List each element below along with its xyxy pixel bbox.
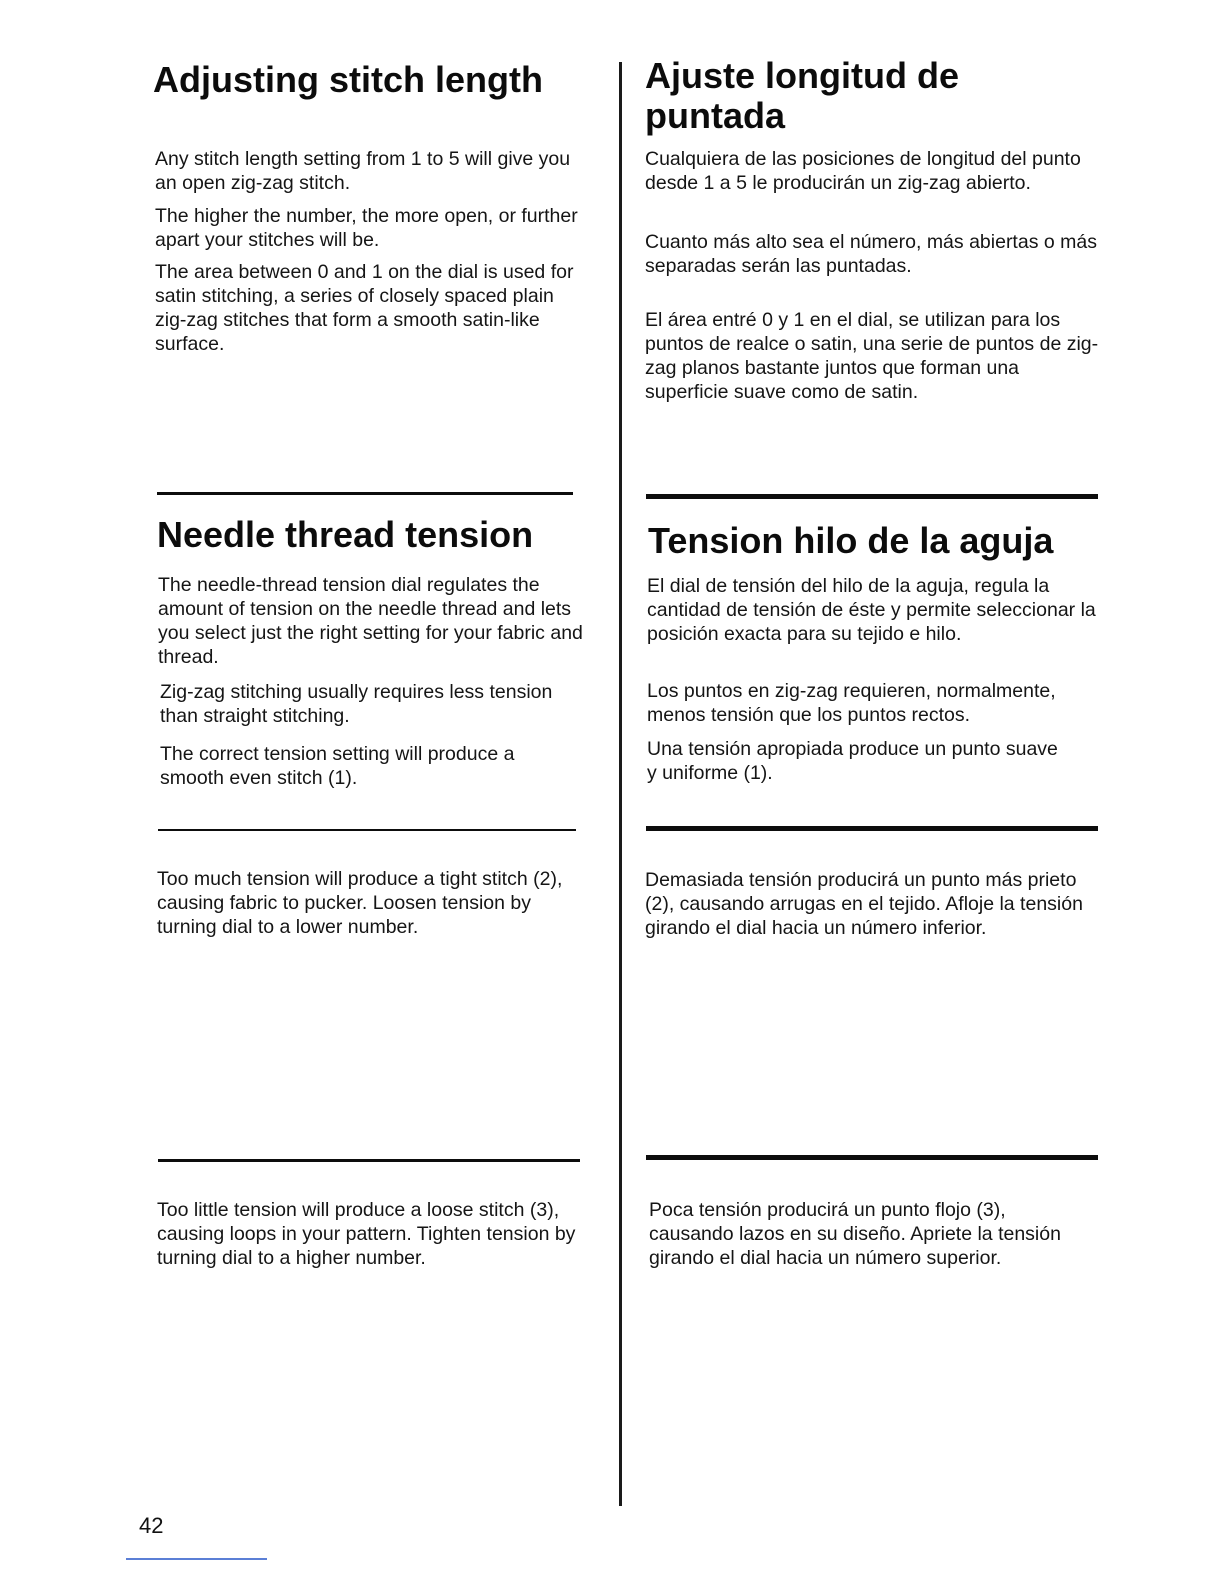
left-stitch-paragraph-3: The area between 0 and 1 on the dial is used for satin stitching, a series of closely spaced plain zig-zag stitches that form a smooth satin-like surface. xyxy=(155,261,574,355)
right-too-much-tension: Demasiada tensión producirá un punto más prieto (2), causando arrugas en el tejido. Afloje la tensión girando el dial hacia un número inferior. xyxy=(645,869,1083,939)
column-divider xyxy=(619,62,622,1506)
left-stitch-heading: Adjusting stitch length xyxy=(153,59,543,100)
left-tension-heading: Needle thread tension xyxy=(157,514,534,555)
left-stitch-paragraph-2: The higher the number, the more open, or further apart your stitches will be. xyxy=(155,205,578,251)
right-tension-paragraph-2: Los puntos en zig-zag requieren, normalmente, menos tensión que los puntos rectos. xyxy=(647,680,1056,726)
right-tension-heading: Tension hilo de la aguja xyxy=(648,520,1054,561)
right-stitch-paragraph-3: El área entré 0 y 1 en el dial, se utilizan para los puntos de realce o satin, una serie de puntos de zig-zag planos bastante juntos que forman una superficie suave como de satin. xyxy=(645,309,1099,403)
left-too-little-tension: Too little tension will produce a loose stitch (3), causing loops in your pattern. Tighten tension by turning dial to a higher number. xyxy=(157,1199,576,1269)
footer-underline xyxy=(126,1558,267,1560)
right-tension-paragraph-1: El dial de tensión del hilo de la aguja, regula la cantidad de tensión de éste y permite seleccionar la posición exacta para su tejido e hilo. xyxy=(647,575,1096,645)
left-section-divider-1 xyxy=(157,492,573,495)
right-section-divider-2 xyxy=(646,826,1098,831)
right-section-divider-3 xyxy=(646,1155,1098,1160)
right-stitch-paragraph-1: Cualquiera de las posiciones de longitud del punto desde 1 a 5 le producirán un zig-zag abierto. xyxy=(645,148,1081,194)
left-too-much-tension: Too much tension will produce a tight stitch (2), causing fabric to pucker. Loosen tension by turning dial to a lower number. xyxy=(157,868,563,938)
right-too-little-tension: Poca tensión producirá un punto flojo (3), causando lazos en su diseño. Apriete la tensión girando el dial hacia un número superior. xyxy=(649,1199,1061,1269)
left-tension-paragraph-1: The needle-thread tension dial regulates the amount of tension on the needle thread and lets you select just the right setting for your fabric and thread. xyxy=(158,574,583,668)
page-number: 42 xyxy=(139,1513,164,1538)
left-tension-paragraph-2: Zig-zag stitching usually requires less tension than straight stitching. xyxy=(160,681,553,727)
right-tension-paragraph-3: Una tensión apropiada produce un punto suave y uniforme (1). xyxy=(647,738,1058,784)
left-section-divider-3 xyxy=(158,1159,580,1162)
right-section-divider-1 xyxy=(646,494,1098,499)
left-tension-paragraph-3: The correct tension setting will produce a smooth even stitch (1). xyxy=(160,743,515,789)
right-stitch-heading: Ajuste longitud de puntada xyxy=(645,55,959,136)
left-section-divider-2 xyxy=(158,829,576,831)
right-stitch-paragraph-2: Cuanto más alto sea el número, más abiertas o más separadas serán las puntadas. xyxy=(645,231,1097,277)
left-stitch-paragraph-1: Any stitch length setting from 1 to 5 will give you an open zig-zag stitch. xyxy=(155,148,571,194)
